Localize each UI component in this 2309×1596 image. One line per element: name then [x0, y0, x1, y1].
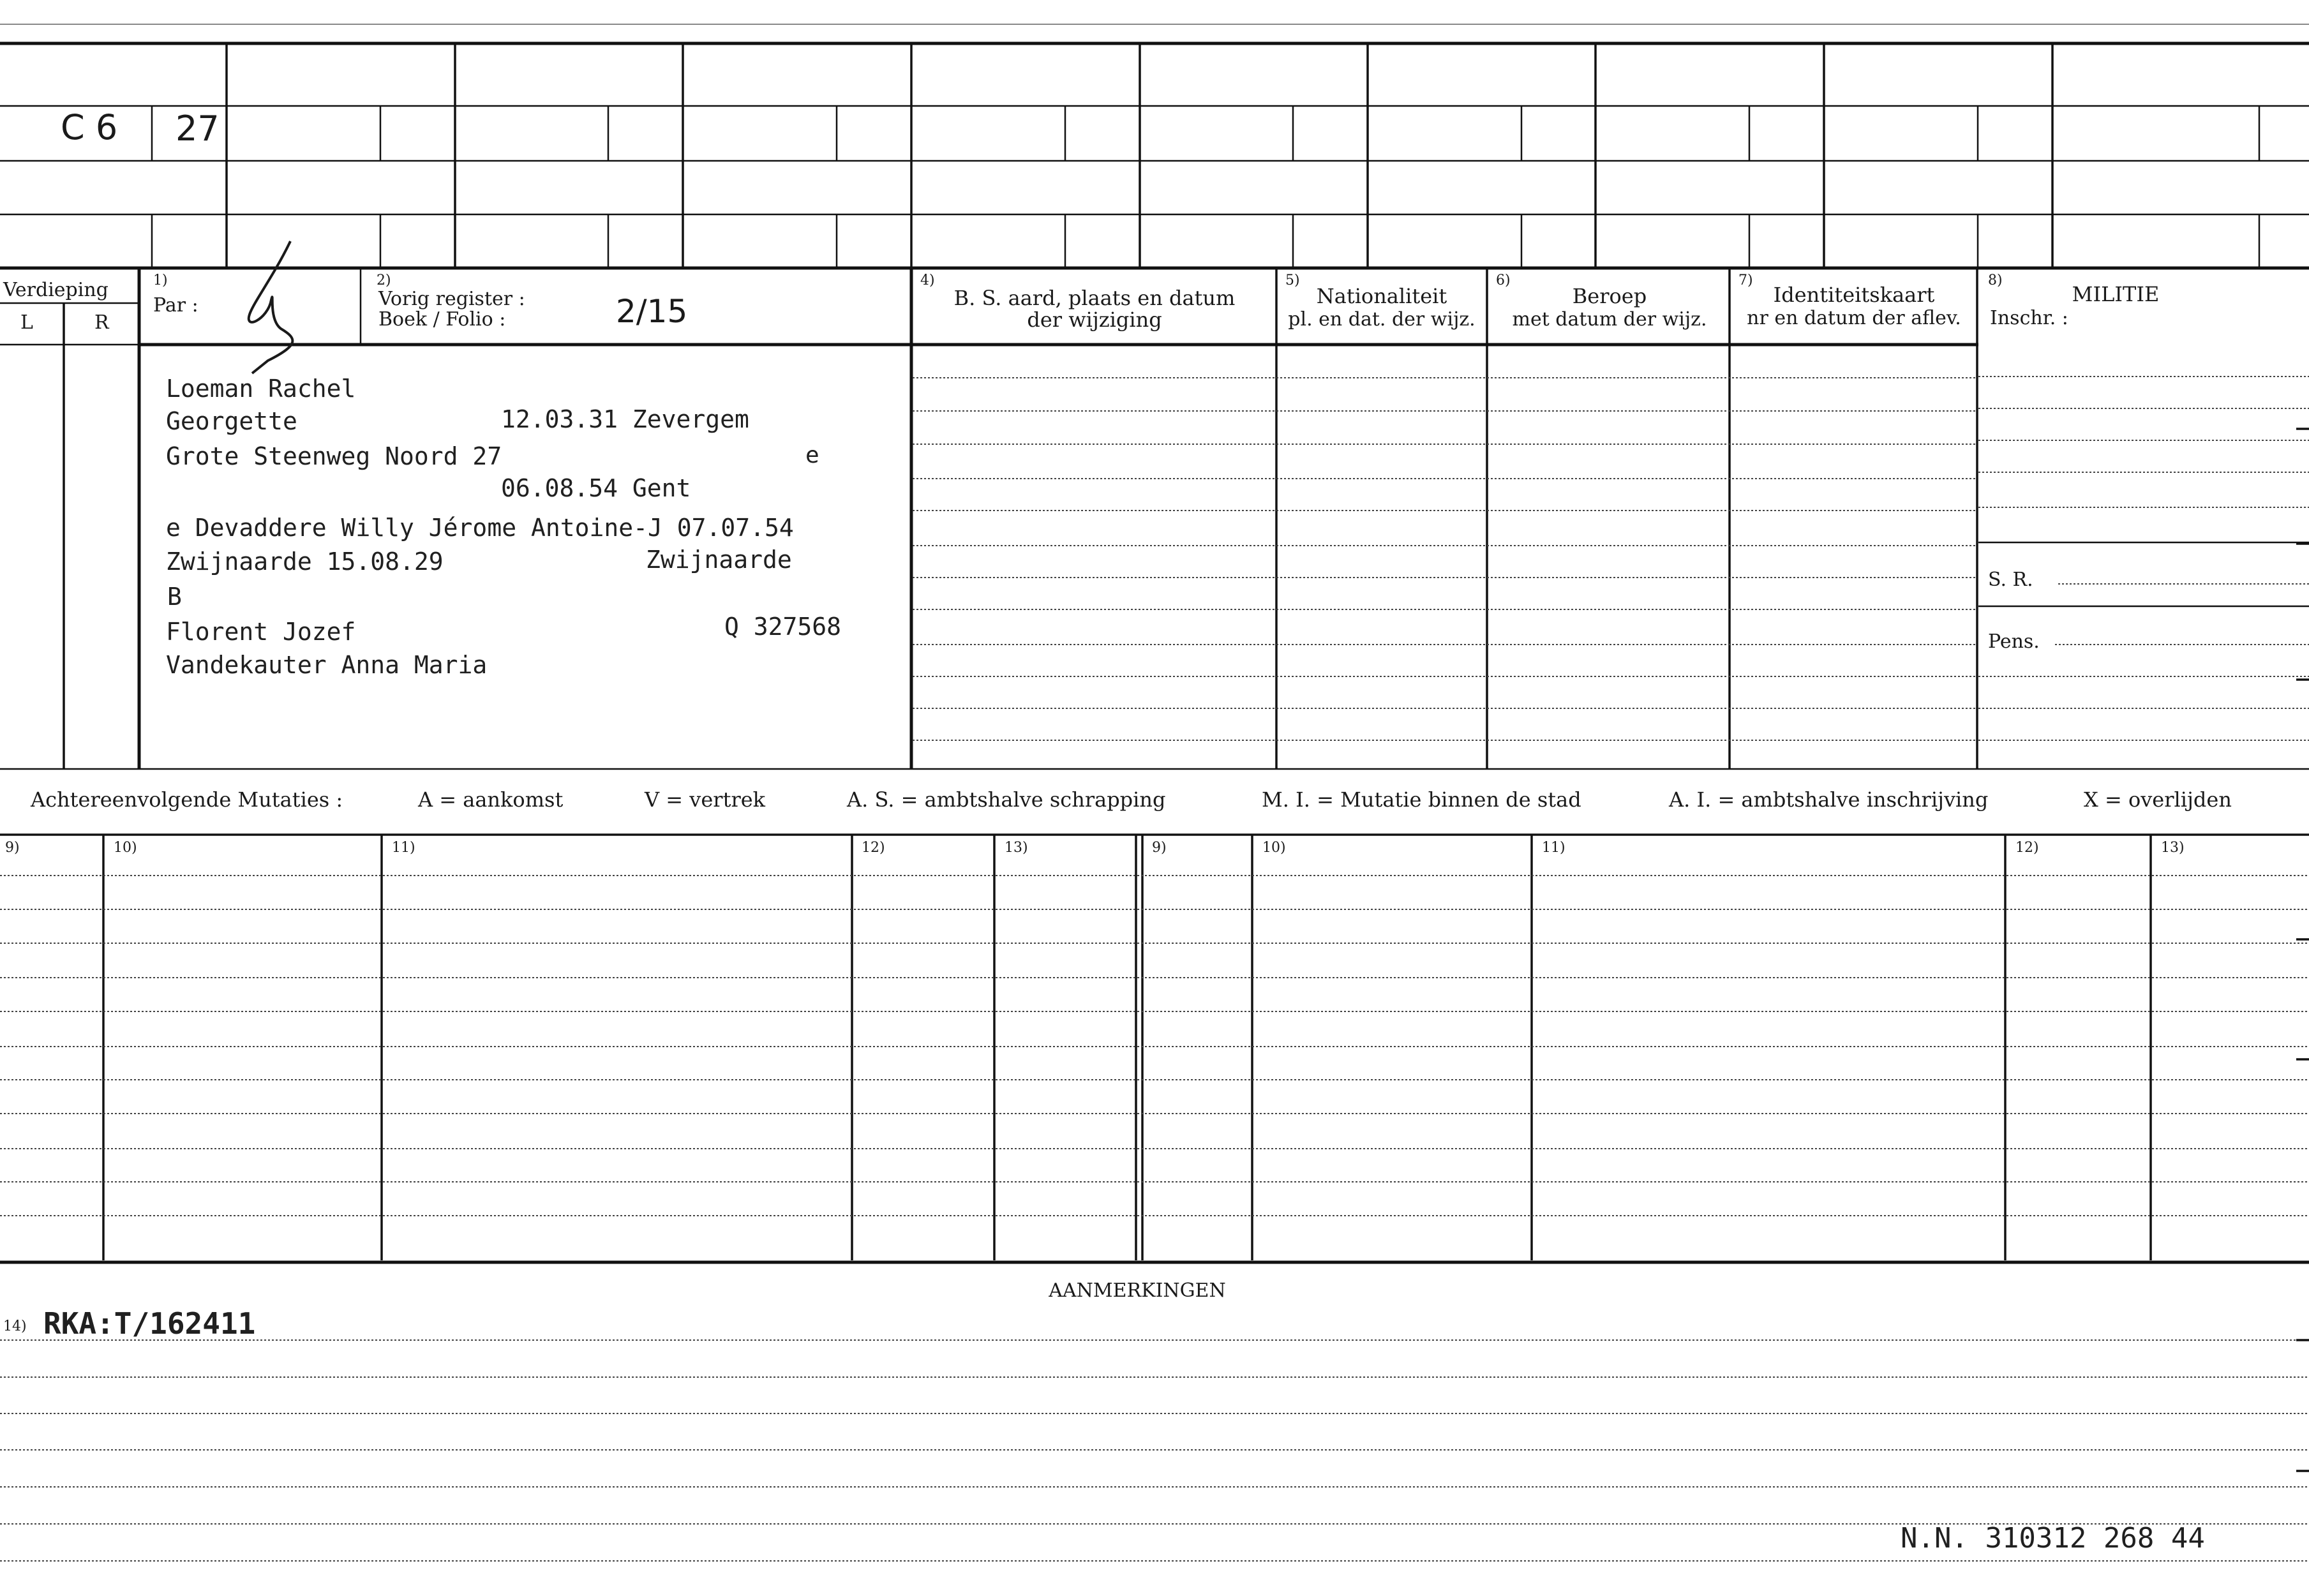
mut-col-label: 13) [1005, 840, 1028, 856]
col-l-label: L [20, 311, 33, 334]
aanmerkingen-title: AANMERKINGEN [1049, 1279, 1226, 1302]
num-5: 5) [1285, 272, 1300, 288]
person-line-9: Vandekauter Anna Maria [166, 651, 488, 679]
person-line-2-birth: 12.03.31 Zevergem [501, 405, 749, 433]
num-4: 4) [920, 272, 935, 288]
boek-folio-value: 2/15 [616, 293, 688, 330]
mut-col-label: 11) [392, 840, 415, 856]
person-line-8-id: Q 327568 [724, 613, 842, 641]
edge-ticks [2296, 429, 2309, 1471]
militie-label: MILITIE [2072, 282, 2160, 306]
header-section [0, 241, 2309, 769]
mutaties-grid [0, 835, 2309, 1260]
ref-number: 27 [176, 108, 220, 149]
aanmerkingen-section [0, 1262, 2309, 1561]
mutatie-as: A. S. = ambtshalve schrapping [847, 787, 1166, 812]
person-line-7: B [167, 583, 182, 611]
mut-col-label: 12) [2015, 840, 2039, 856]
col-r-label: R [94, 311, 109, 334]
vorig-register-label: Vorig register : [378, 288, 525, 310]
mut-col-label: 13) [2161, 840, 2185, 856]
person-details [166, 375, 841, 679]
num-14: 14) [3, 1318, 27, 1334]
mutaties-legend [30, 787, 2232, 812]
mut-col-label: 10) [114, 840, 137, 856]
rka-reference: RKA:T/162411 [43, 1306, 256, 1341]
top-grid [0, 43, 2309, 268]
num-2: 2) [377, 272, 391, 288]
person-line-1: Loeman Rachel [166, 375, 356, 403]
inschr-label: Inschr. : [1990, 307, 2068, 329]
sr-label: S. R. [1988, 569, 2033, 591]
person-line-6-place2: Zwijnaarde [646, 546, 792, 574]
mutatie-v: V = vertrek [645, 787, 766, 812]
person-line-8-name: Florent Jozef [166, 618, 356, 646]
bs-label-2: der wijziging [1027, 308, 1162, 332]
pens-label: Pens. [1988, 630, 2040, 653]
mutaties-title: Achtereenvolgende Mutaties : [31, 787, 343, 812]
person-line-3: Grote Steenweg Noord 27 [166, 442, 502, 470]
mutatie-a: A = aankomst [418, 787, 564, 812]
person-line-5: e Devaddere Willy Jérome Antoine-J 07.07.54 [166, 514, 794, 542]
person-line-3-mark: e [805, 442, 819, 468]
person-line-6: Zwijnaarde 15.08.29 [166, 548, 444, 576]
mutatie-ai: A. I. = ambtshalve inschrijving [1669, 787, 1989, 812]
identiteitskaart-label-2: nr en datum der aflev. [1747, 307, 1961, 329]
mut-col-label: 12) [862, 840, 885, 856]
mutatie-mi: M. I. = Mutatie binnen de stad [1262, 787, 1581, 812]
mut-col-label: 10) [1262, 840, 1286, 856]
mutatie-x: X = overlijden [2084, 787, 2232, 812]
num-8: 8) [1988, 272, 2003, 288]
nn-number: N.N. 310312 268 44 [1901, 1522, 2205, 1555]
beroep-label-1: Beroep [1572, 284, 1647, 308]
handwritten-mark [249, 241, 293, 373]
num-1: 1) [153, 272, 168, 288]
verdieping-label: Verdieping [3, 279, 108, 301]
ref-code: C 6 [61, 107, 118, 147]
par-label: Par : [153, 294, 198, 317]
mut-col-label: 11) [1542, 840, 1565, 856]
mut-col-label: 9) [1152, 840, 1167, 856]
num-7: 7) [1738, 272, 1753, 288]
bs-label-1: B. S. aard, plaats en datum [953, 286, 1236, 310]
identiteitskaart-label-1: Identiteitskaart [1773, 283, 1935, 307]
person-line-4: 06.08.54 Gent [501, 474, 691, 502]
nationaliteit-label-2: pl. en dat. der wijz. [1288, 308, 1476, 331]
mut-col-label: 9) [5, 840, 20, 856]
boek-folio-label: Boek / Folio : [378, 308, 506, 331]
num-6: 6) [1496, 272, 1511, 288]
beroep-label-2: met datum der wijz. [1512, 308, 1707, 331]
nationaliteit-label-1: Nationaliteit [1316, 284, 1447, 308]
person-line-2-name: Georgette [166, 407, 297, 435]
